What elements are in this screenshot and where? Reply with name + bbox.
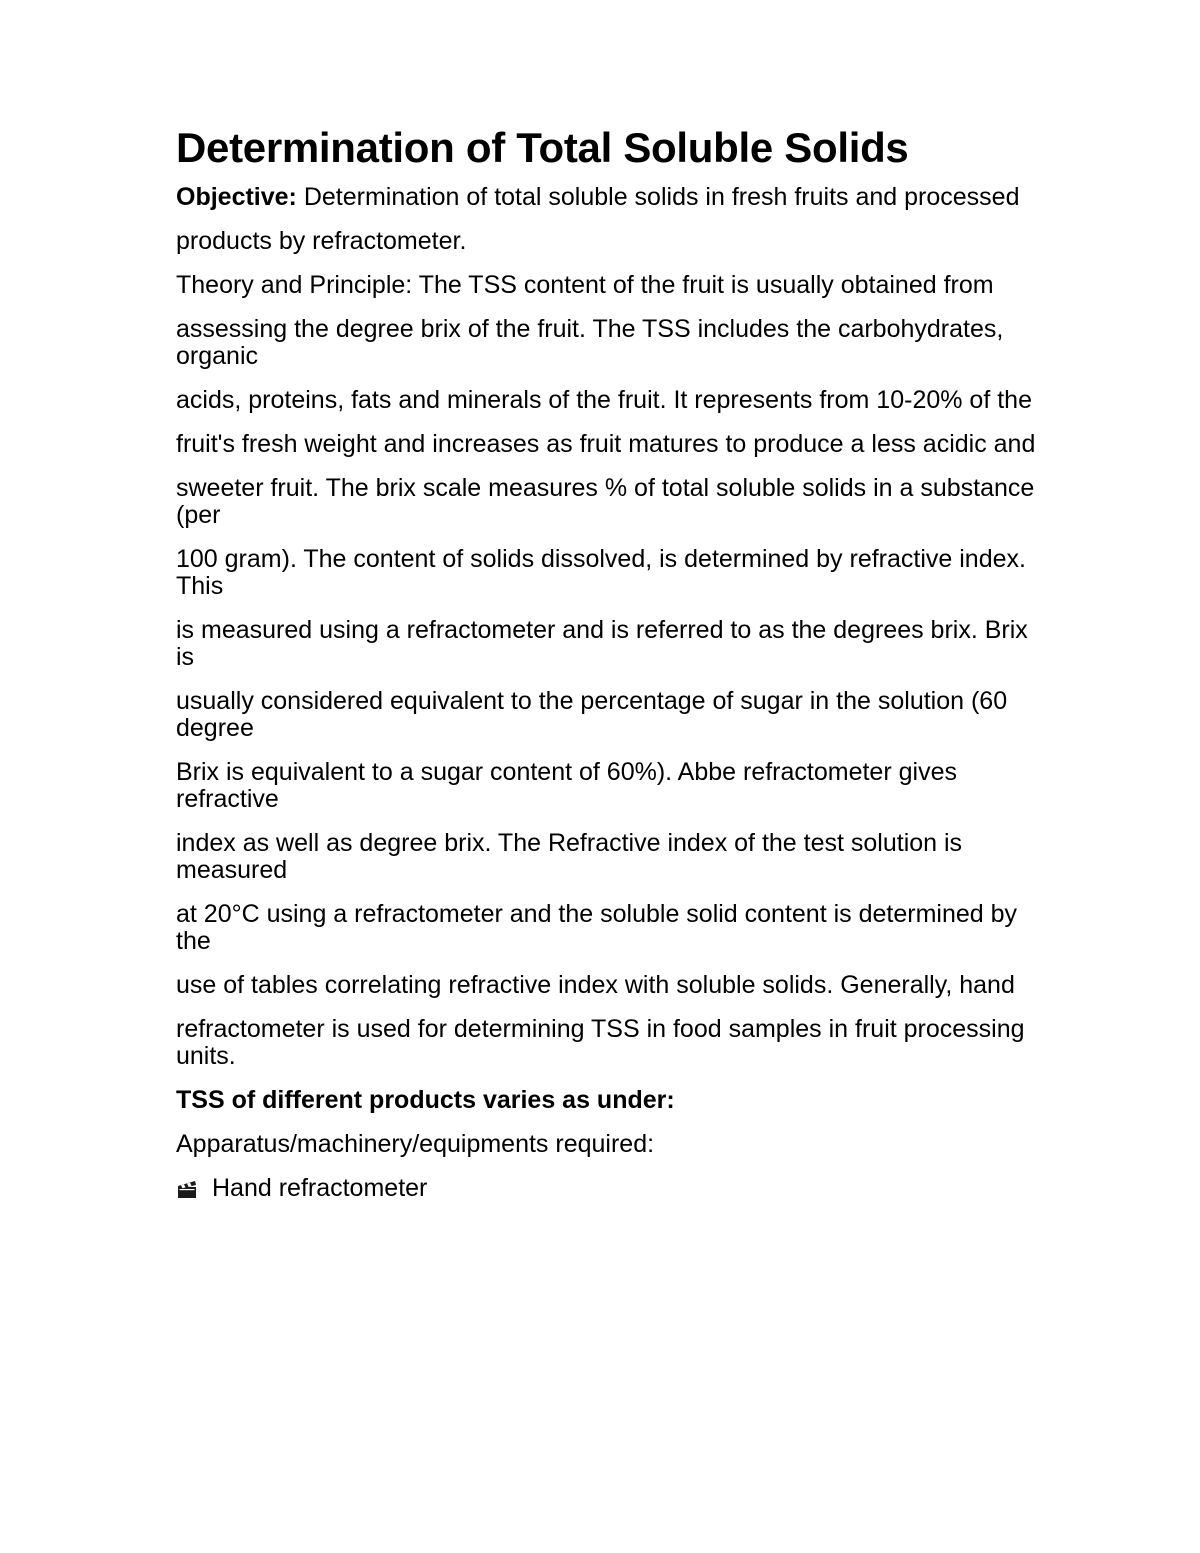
document-page — [176, 118, 1046, 1202]
body-paragraph: acids, proteins, fats and minerals of the fruit. It represents from 10-20% of the — [176, 386, 1032, 414]
body-paragraph: index as well as degree brix. The Refractive index of the test solution is measured — [176, 829, 963, 884]
body-paragraph: usually considered equivalent to the percentage of sugar in the solution (60 degree — [176, 687, 1008, 742]
objective-label: Objective: — [176, 183, 297, 211]
apparatus-heading: Apparatus/machinery/equipments required: — [176, 1130, 655, 1158]
body-paragraph: Brix is equivalent to a sugar content of 60%). Abbe refractometer gives refractive — [176, 758, 957, 813]
objective-paragraph — [176, 184, 1046, 211]
apparatus-item-label: Hand refractometer — [212, 1174, 428, 1202]
body-paragraph: at 20°C using a refractometer and the soluble solid content is determined by the — [176, 900, 1018, 955]
body-paragraph: assessing the degree brix of the fruit. The TSS includes the carbohydrates, organic — [176, 315, 1004, 370]
body-paragraph: fruit's fresh weight and increases as fruit matures to produce a less acidic and — [176, 430, 1036, 458]
body-paragraph: is measured using a refractometer and is referred to as the degrees brix. Brix is — [176, 616, 1028, 671]
tss-heading: TSS of different products varies as under: — [176, 1086, 675, 1114]
body-paragraph: use of tables correlating refractive index with soluble solids. Generally, hand — [176, 971, 1015, 999]
body-paragraph: Theory and Principle: The TSS content of the fruit is usually obtained from — [176, 271, 994, 299]
body-paragraph: 100 gram). The content of solids dissolved, is determined by refractive index. This — [176, 545, 1026, 600]
apparatus-list-item — [176, 1175, 1046, 1202]
clapperboard-icon — [176, 1178, 198, 1200]
body-paragraph: products by refractometer. — [176, 227, 467, 255]
body-paragraph: refractometer is used for determining TSS in food samples in fruit processing units. — [176, 1015, 1025, 1070]
body-paragraph: sweeter fruit. The brix scale measures % of total soluble solids in a substance (per — [176, 474, 1035, 529]
page-title: Determination of Total Soluble Solids — [176, 124, 909, 171]
objective-text: Determination of total soluble solids in fresh fruits and processed — [296, 183, 1020, 211]
